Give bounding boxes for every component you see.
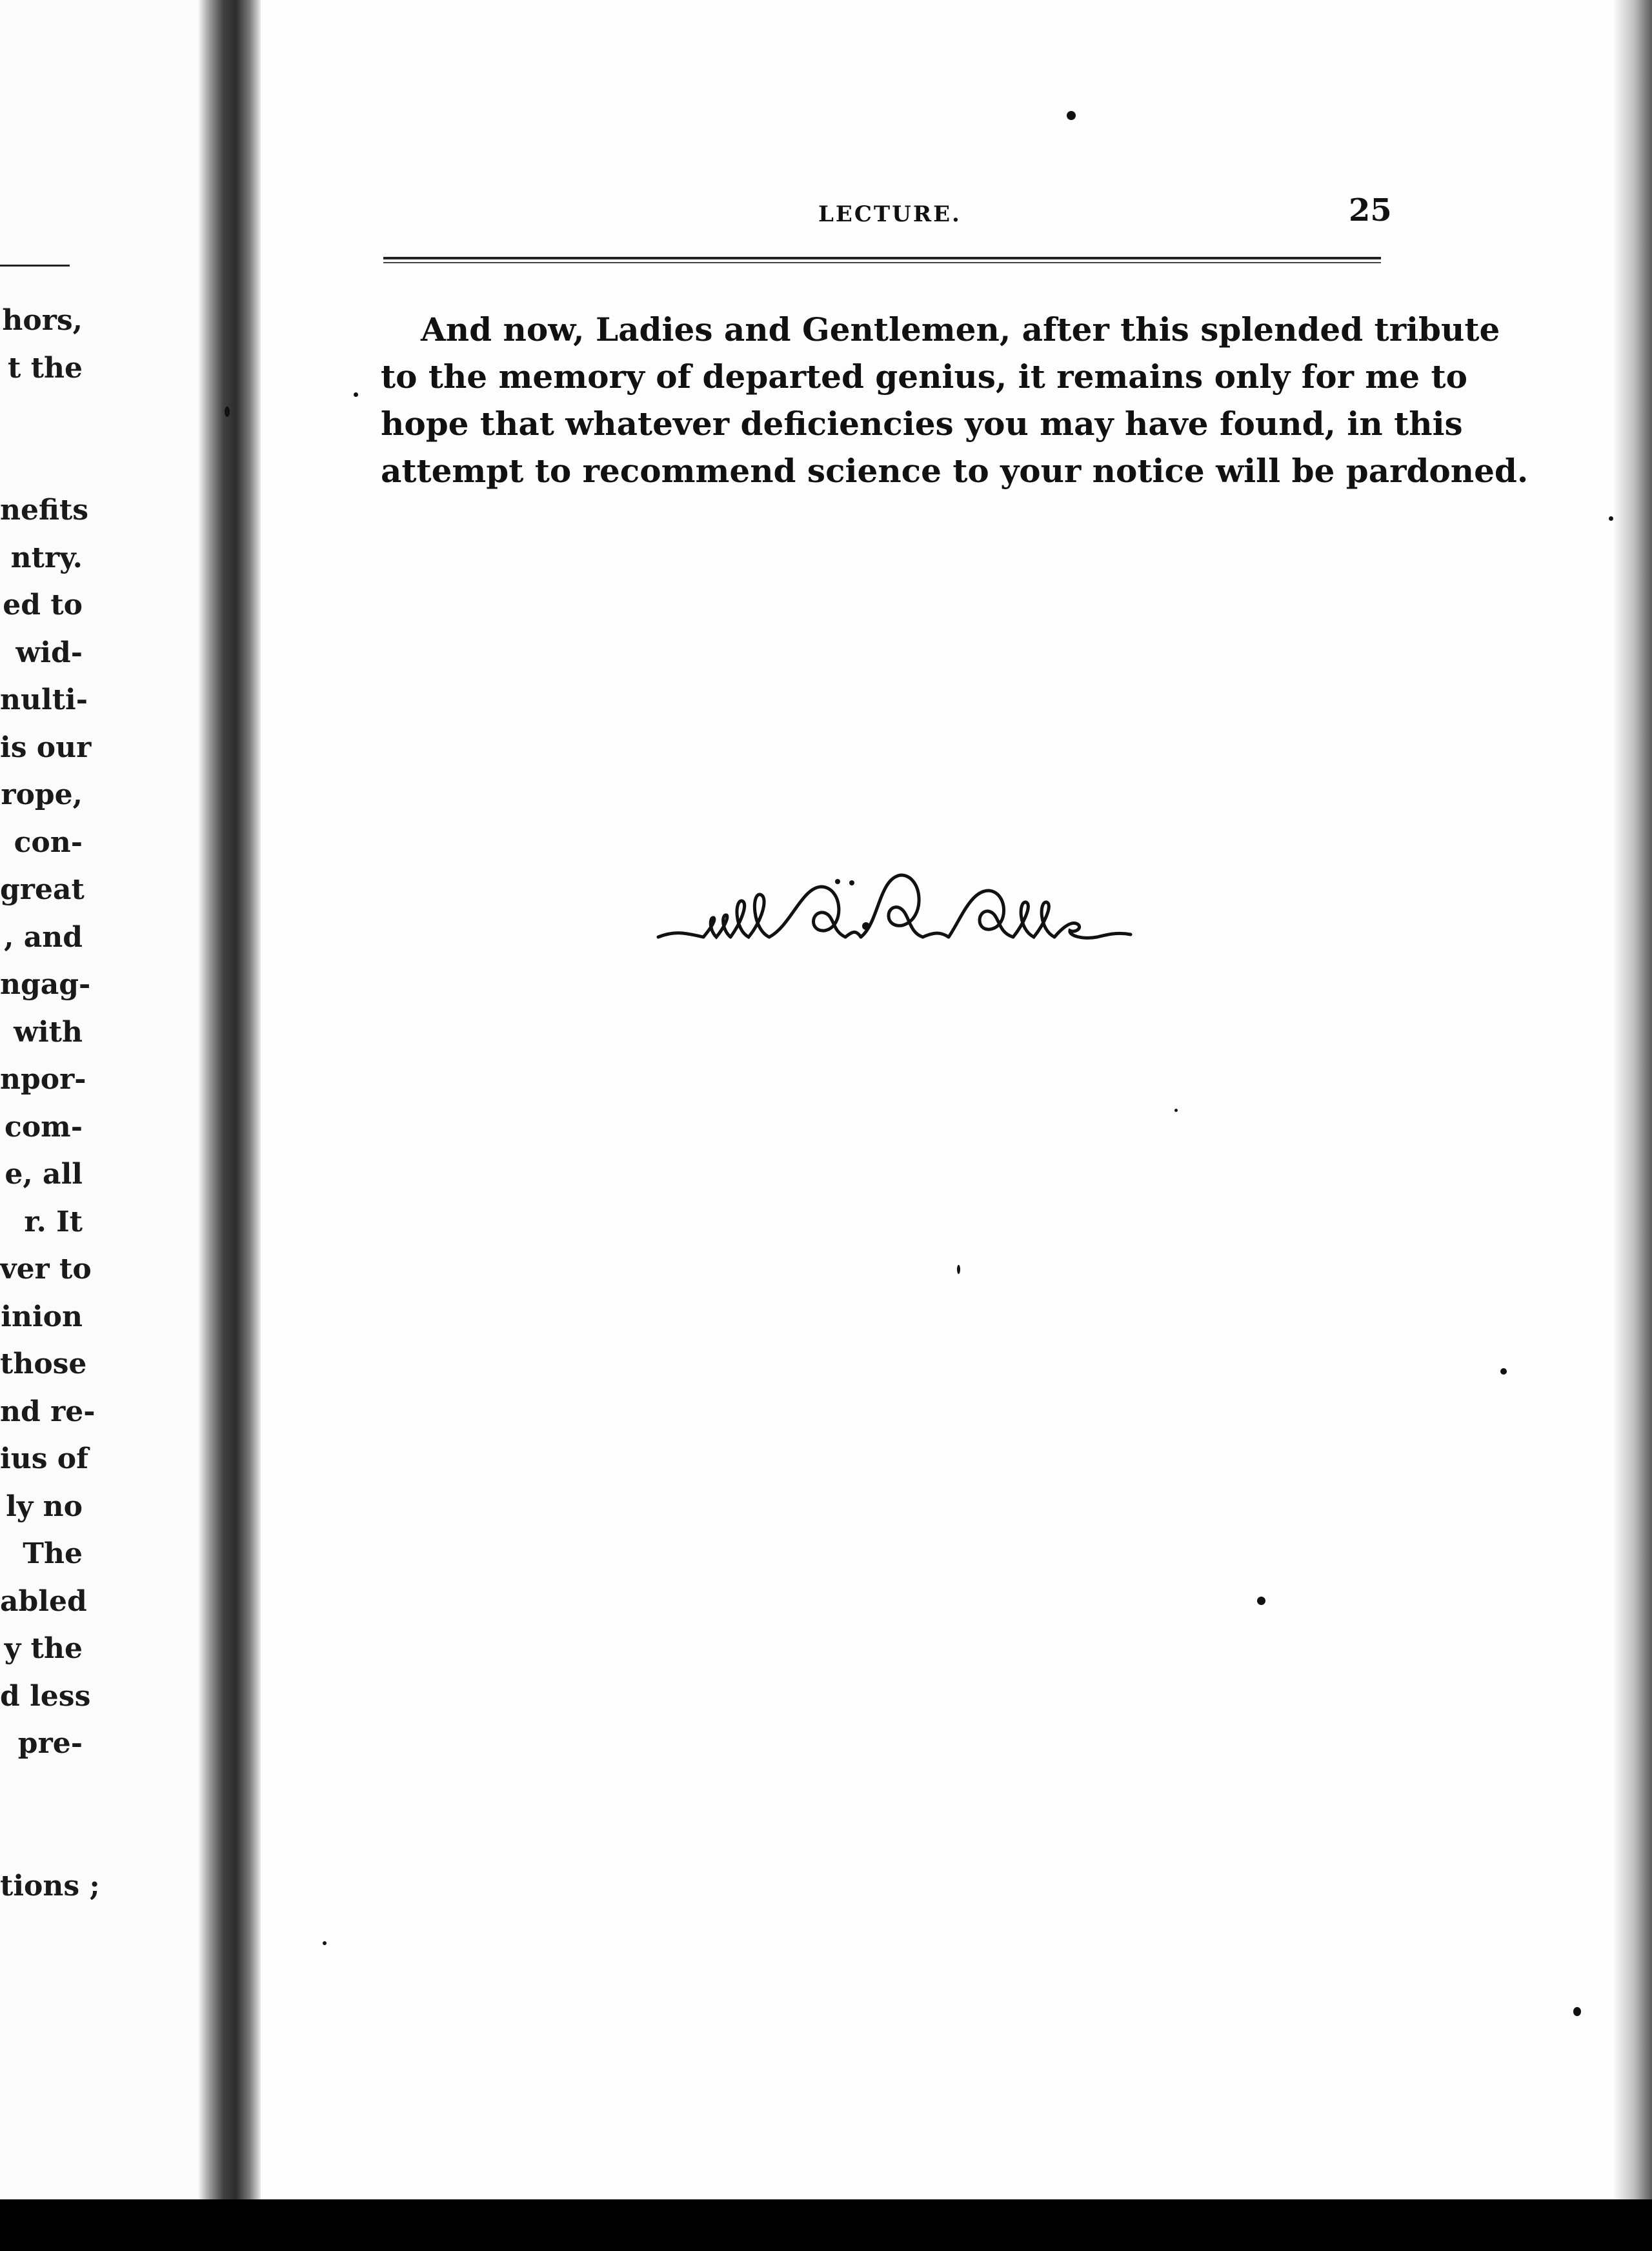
scan-border	[0, 2199, 1652, 2251]
facing-line: is our	[0, 731, 92, 764]
ink-speck	[323, 1941, 327, 1945]
facing-line	[0, 439, 83, 487]
facing-line: ntry.	[10, 541, 83, 574]
body-paragraph	[381, 306, 1529, 494]
facing-line: with	[14, 1015, 83, 1049]
facing-line: inion	[1, 1300, 83, 1333]
facing-line	[0, 1815, 83, 1862]
book-gutter-shadow	[199, 0, 261, 2251]
ink-speck	[1067, 111, 1076, 120]
facing-line: ngag-	[0, 968, 91, 1001]
page-edge-shadow	[1613, 0, 1652, 2251]
facing-line: y the	[4, 1632, 83, 1665]
body-line: attempt to recommend science to your notice will be pardoned.	[381, 452, 1529, 490]
facing-line: tions ;	[0, 1869, 100, 1903]
flourish-ornament-icon	[652, 865, 1136, 962]
facing-line: wid-	[15, 636, 83, 669]
facing-line: ed to	[3, 589, 83, 621]
running-title: LECTURE.	[818, 201, 962, 227]
facing-line: rope,	[1, 778, 83, 811]
facing-line: nulti-	[0, 683, 88, 716]
ink-speck	[1257, 1597, 1265, 1605]
facing-line: ly no	[6, 1489, 83, 1523]
ink-speck	[225, 407, 230, 417]
ink-speck	[354, 392, 358, 397]
facing-line: ius of	[0, 1442, 89, 1475]
facing-line: hors,	[2, 304, 83, 337]
body-line: to the memory of departed genius, it remains only for me to	[381, 358, 1467, 396]
ink-speck	[1500, 1368, 1507, 1375]
facing-line: nefits	[0, 494, 89, 527]
header-rule	[383, 257, 1381, 263]
facing-line: t the	[8, 351, 83, 385]
facing-line: com-	[5, 1110, 83, 1144]
facing-line	[0, 1768, 83, 1815]
ink-speck	[1609, 516, 1613, 521]
facing-line: nd re-	[0, 1395, 96, 1428]
facing-line	[0, 392, 83, 439]
facing-line: npor-	[0, 1063, 86, 1096]
ink-speck	[1573, 2007, 1581, 2016]
page-number: 25	[1349, 192, 1392, 228]
facing-line: , and	[4, 920, 83, 954]
facing-line: ver to	[0, 1253, 92, 1286]
facing-line: e, all	[5, 1158, 83, 1191]
body-line: hope that whatever deficiencies you may have found, in this	[381, 405, 1463, 443]
facing-line: great	[0, 873, 85, 906]
facing-line: abled	[0, 1584, 87, 1618]
ink-speck	[1174, 1109, 1178, 1112]
body-line: And now, Ladies and Gentlemen, after this splended tribute	[421, 310, 1500, 348]
facing-line: d less	[0, 1679, 91, 1713]
facing-line: those	[0, 1348, 87, 1380]
facing-page-rule	[0, 265, 70, 267]
facing-page	[0, 0, 206, 2251]
facing-line: pre-	[17, 1727, 83, 1760]
ink-speck	[957, 1265, 960, 1274]
facing-line: con-	[14, 825, 83, 859]
facing-line: The	[23, 1537, 83, 1570]
facing-page-text	[0, 297, 100, 1910]
facing-line: r. It	[24, 1205, 83, 1238]
